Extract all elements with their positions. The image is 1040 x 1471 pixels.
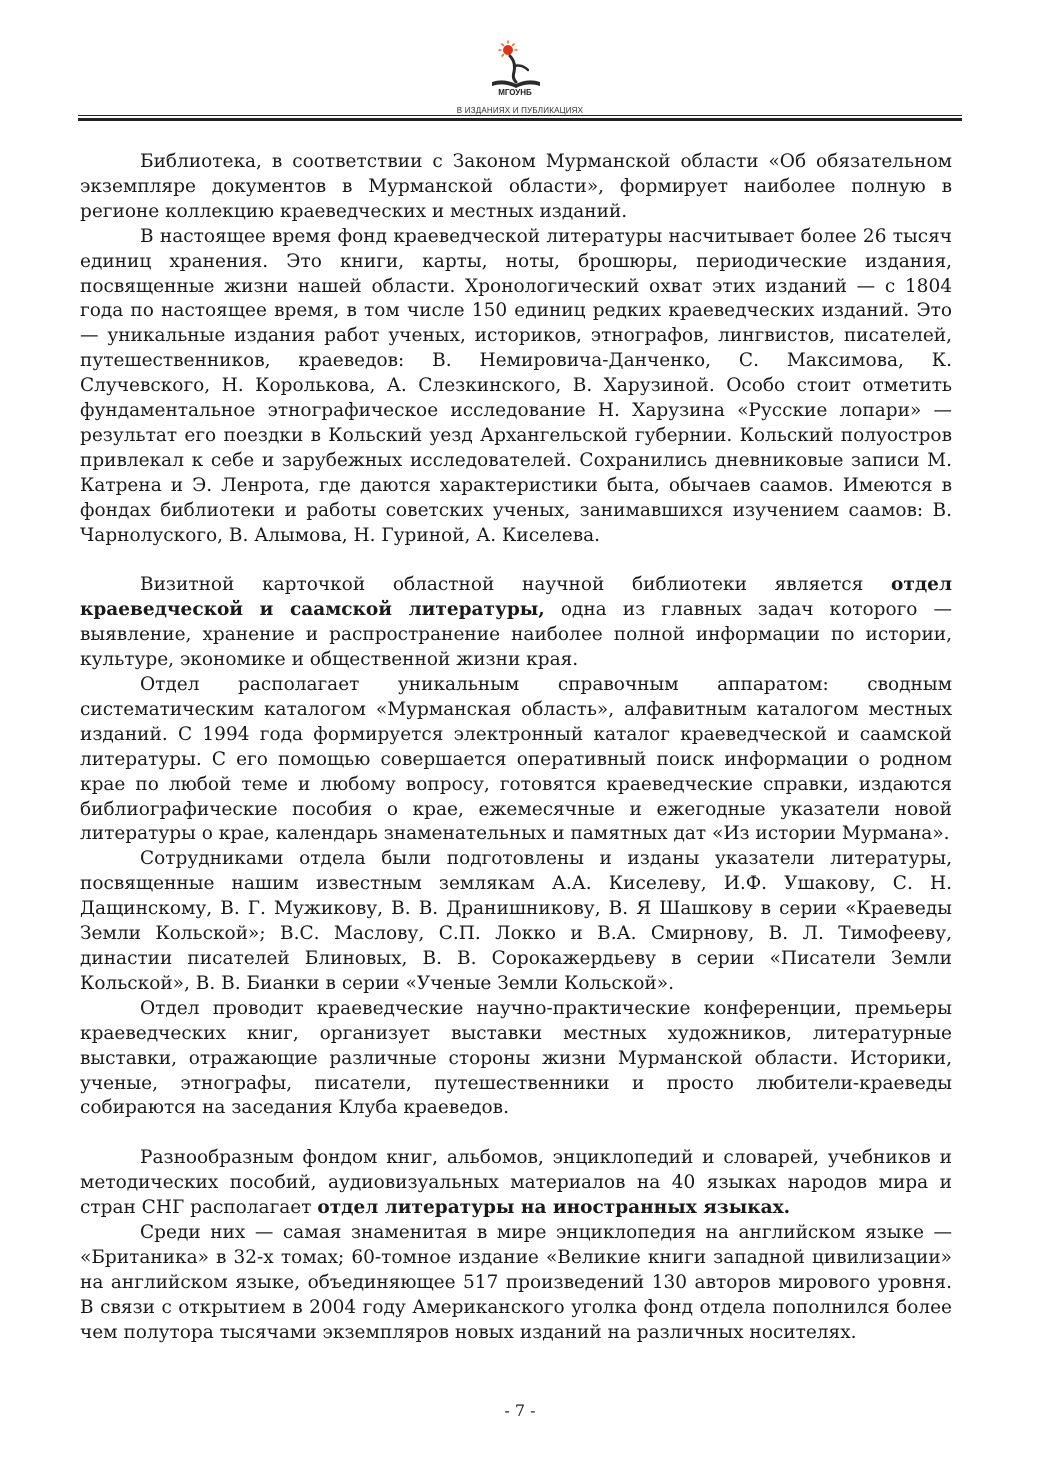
page-body xyxy=(80,150,952,1345)
header-subtitle: В ИЗДАНИЯХ И ПУБЛИКАЦИЯХ xyxy=(456,106,584,115)
paragraph-text: одна из главных задач которого — выявление, хранение и распространение наиболее полной информации по истории, культуре, экономике и общественной жизни края. xyxy=(80,599,952,671)
paragraph-spacer xyxy=(80,1121,952,1146)
paragraph-spacer xyxy=(80,549,952,574)
paragraph-britannica: Среди них — самая знаменитая в мире энциклопедия на английском языке — «Британика» в 32-х томах; 60-томное издание «Великие книги западной цивилизации» на английском языке, объединяющее 517 произведений 130 авторов мирового уровня. В связи с открытием в 2004 году Американского уголка фонд отдела пополнился более чем полутора тысячами экземпляров новых изданий на различных носителях. xyxy=(80,1221,952,1343)
department-name-bold: отдел краеведческой и саамской литературы, xyxy=(80,574,952,621)
paragraph-legal-deposit: Библиотека, в соответствии с Законом Мурманской области «Об обязательном экземпляре документов в Мурманской области», формирует наиболее полную в регионе коллекцию краеведческих и местных изданий. xyxy=(80,151,952,222)
page-number: - 7 - xyxy=(504,1401,536,1420)
paragraph-text: Визитной карточкой областной научной библиотеки является xyxy=(140,574,892,596)
paragraph-local-history-department xyxy=(80,573,952,673)
header-rule-thick xyxy=(78,118,962,121)
paragraph-reference-catalog: Отдел располагает уникальным справочным аппаратом: сводным систематическим каталогом «Мурманская область», алфавитным каталогом местных изданий. С 1994 года формируется электронный каталог краеведческой и саамской литературы. С его помощью совершается оперативный поиск информации о родном крае по любой теме и любому вопросу, готовятся краеведческие справки, издаются библиографические пособия о крае, ежемесячные и ежегодные указатели новой литературы о крае, календарь знаменательных и памятных дат «Из истории Мурмана». xyxy=(80,674,952,845)
paragraph-bibliographies: Сотрудниками отдела были подготовлены и изданы указатели литературы, посвященные нашим известным землякам А.А. Киселеву, И.Ф. Ушакову, С. Н. Дащинскому, В. Г. Мужикову, В. В. Дранишникову, В. Я Шашкову в серии «Краеведы Земли Кольской»; В.С. Маслову, С.П. Локко и В.А. Смирнову, В. Л. Тимофееву, династии писателей Блиновых, В. В. Сорокажердьеву в серии «Писатели Земли Кольской», В. В. Бианки в серии «Ученые Земли Кольской». xyxy=(80,848,952,994)
department-name-bold: отдел литературы на иностранных языках. xyxy=(317,1197,791,1219)
paragraph-local-history-fund: В настоящее время фонд краеведческой литературы насчитывает более 26 тысяч единиц хранения. Это книги, карты, ноты, брошюры, периодические издания, посвященные жизни нашей области. Хронологический охват этих изданий — с 1804 года по настоящее время, в том числе 150 единиц редких краеведческих изданий. Это — уникальные издания работ ученых, историков, этнографов, лингвистов, писателей, путешественников, краеведов: В. Немировича-Данченко, С. Максимова, К. Случевского, Н. Королькова, А. Слезкинского, В. Харузиной. Особо стоит отметить фундаментальное этнографическое исследование Н. Харузина «Русские лопари» — результат его поездки в Кольский уезд Архангельской губернии. Кольский полуостров привлекал к себе и зарубежных исследователей. Сохранились дневниковые записи М. Катрена и Э. Ленрота, где даются характеристики быта, обычаев саамов. Имеются в фондах библиотеки и работы советских ученых, занимавшихся изучением саамов: В. Чарнолуского, В. Алымова, Н. Гуриной, А. Киселева. xyxy=(80,225,952,546)
paragraph-text: Разнообразным фондом книг, альбомов, энциклопедий и словарей, учебников и методических пособий, аудиовизуальных материалов на 40 языках народов мира и стран СНГ располагает xyxy=(80,1147,952,1219)
paragraph-conferences: Отдел проводит краеведческие научно-практические конференции, премьеры краеведческих книг, организует выставки местных художников, литературные выставки, отражающие различные стороны жизни Мурманской области. Историки, ученые, этнографы, писатели, путешественники и просто любители-краеведы собираются на заседания Клуба краеведов. xyxy=(80,997,952,1119)
paragraph-foreign-literature xyxy=(80,1146,952,1221)
logo-caption: МГОУНБ xyxy=(498,88,532,97)
header-rule-thin xyxy=(78,115,962,116)
page-header xyxy=(0,0,1040,130)
